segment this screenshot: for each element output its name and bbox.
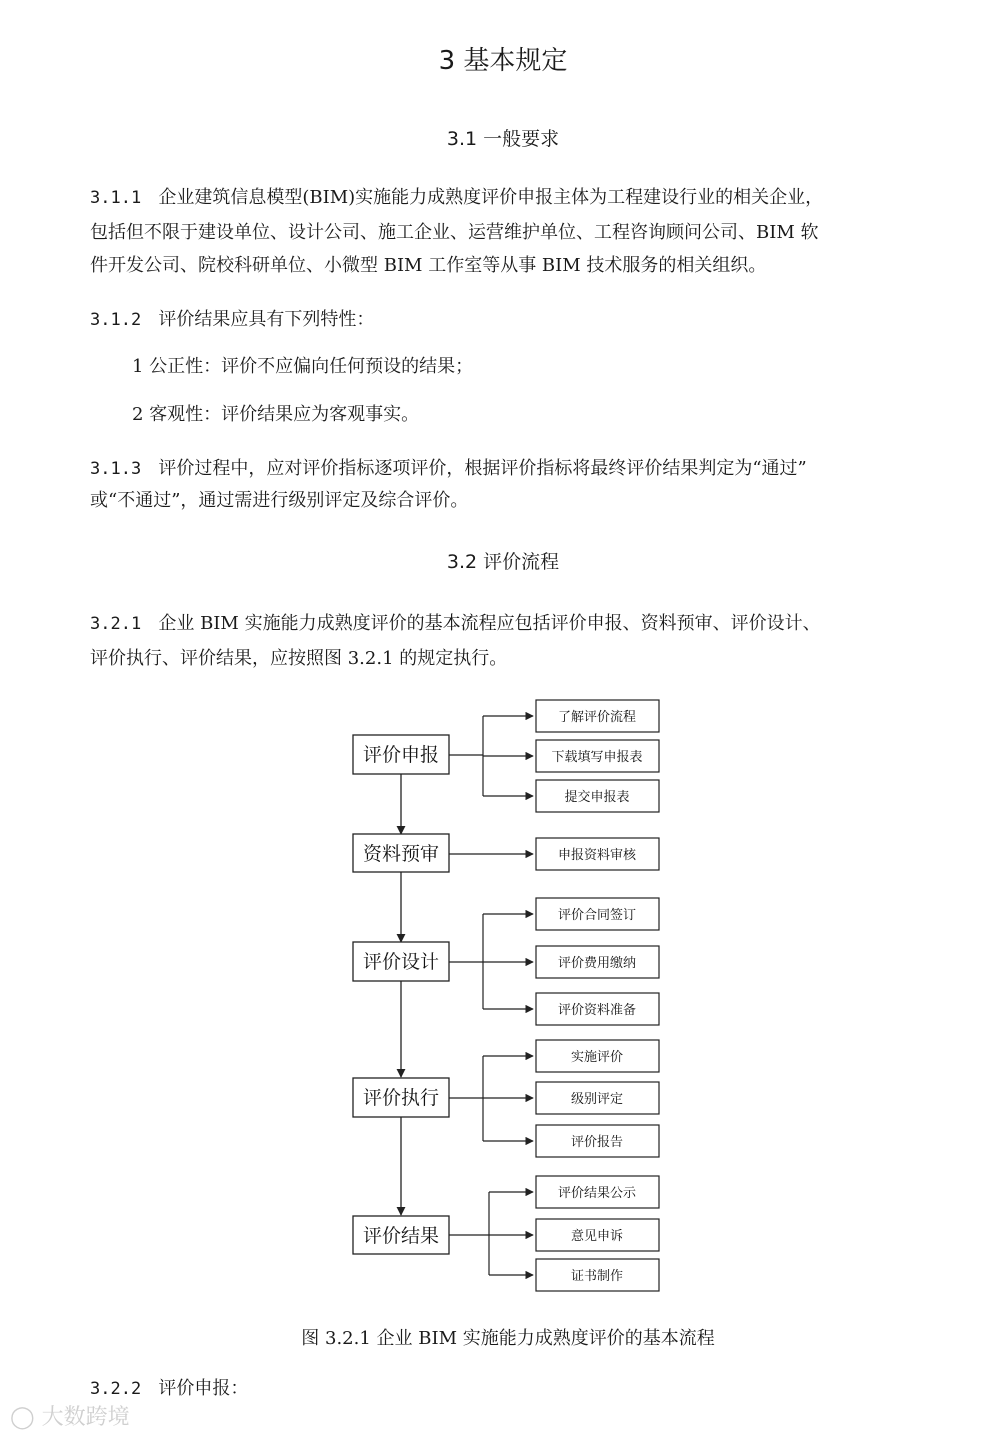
clause-3-1-1-line-2: 包括但不限于建设单位、设计公司、施工企业、运营维护单位、工程咨询顾问公司、BIM 软 — [90, 222, 819, 243]
stage-label: 评价设计 — [362, 951, 440, 973]
list-item: 2 客观性：评价结果应为客观事实。 — [132, 404, 420, 425]
step-label: 了解评价流程 — [557, 710, 637, 725]
figure-caption: 图 3.2.1 企业 BIM 实施能力成熟度评价的基本流程 — [301, 1328, 715, 1349]
list-item: 1 公正性：评价不应偏向任何预设的结果； — [132, 356, 474, 377]
watermark-text: 大数跨境 — [41, 1405, 130, 1430]
clause-3-2-1-line-2: 评价执行、评价结果，应按照图 3.2.1 的规定执行。 — [90, 648, 508, 669]
stage-label: 评价执行 — [362, 1087, 440, 1109]
step-label: 证书制作 — [570, 1269, 624, 1284]
clause-text: 评价申报： — [158, 1378, 249, 1399]
step-label: 实施评价 — [570, 1050, 624, 1065]
chapter-title: 3 基本规定 — [438, 46, 568, 76]
logo-icon: ◯ — [10, 1405, 35, 1430]
clause-text: 评价结果应具有下列特性： — [158, 309, 375, 330]
step-label: 级别评定 — [570, 1092, 624, 1107]
step-label: 申报资料审核 — [557, 848, 637, 863]
stage-label: 资料预审 — [362, 843, 440, 865]
clause-number: 3.1.3 — [90, 459, 142, 479]
section-heading-3-2: 3.2 评价流程 — [446, 551, 560, 573]
clause-text: 企业建筑信息模型(BIM)实施能力成熟度评价申报主体为工程建设行业的相关企业， — [158, 187, 824, 208]
step-label: 评价报告 — [570, 1135, 624, 1150]
clause-3-1-1-line-3: 件开发公司、院校科研单位、小微型 BIM 工作室等从事 BIM 技术服务的相关组织。 — [90, 255, 767, 276]
clause-number: 3.1.1 — [90, 188, 142, 208]
clause-3-1-3-line-2: 或“不通过”，通过需进行级别评定及综合评价。 — [90, 490, 469, 511]
clause-3-2-2 — [90, 1374, 248, 1400]
clause-number: 3.2.2 — [90, 1379, 142, 1399]
step-label: 评价合同签订 — [557, 908, 637, 923]
step-label: 下载填写申报表 — [551, 750, 643, 765]
watermark — [10, 1400, 130, 1431]
stage-label: 评价结果 — [362, 1225, 440, 1247]
step-label: 意见申诉 — [570, 1229, 624, 1244]
step-label: 提交申报表 — [564, 790, 630, 805]
step-label: 评价资料准备 — [557, 1003, 637, 1018]
step-label: 评价结果公示 — [557, 1186, 637, 1201]
stage-label: 评价申报 — [362, 744, 440, 766]
clause-number: 3.2.1 — [90, 614, 142, 634]
clause-text: 企业 BIM 实施能力成熟度评价的基本流程应包括评价申报、资料预审、评价设计、 — [158, 613, 821, 634]
clause-number: 3.1.2 — [90, 310, 142, 330]
step-label: 评价费用缴纳 — [557, 956, 637, 971]
clause-text: 评价过程中，应对评价指标逐项评价，根据评价指标将最终评价结果判定为“通过” — [158, 458, 807, 479]
section-heading-3-1: 3.1 一般要求 — [446, 128, 560, 150]
